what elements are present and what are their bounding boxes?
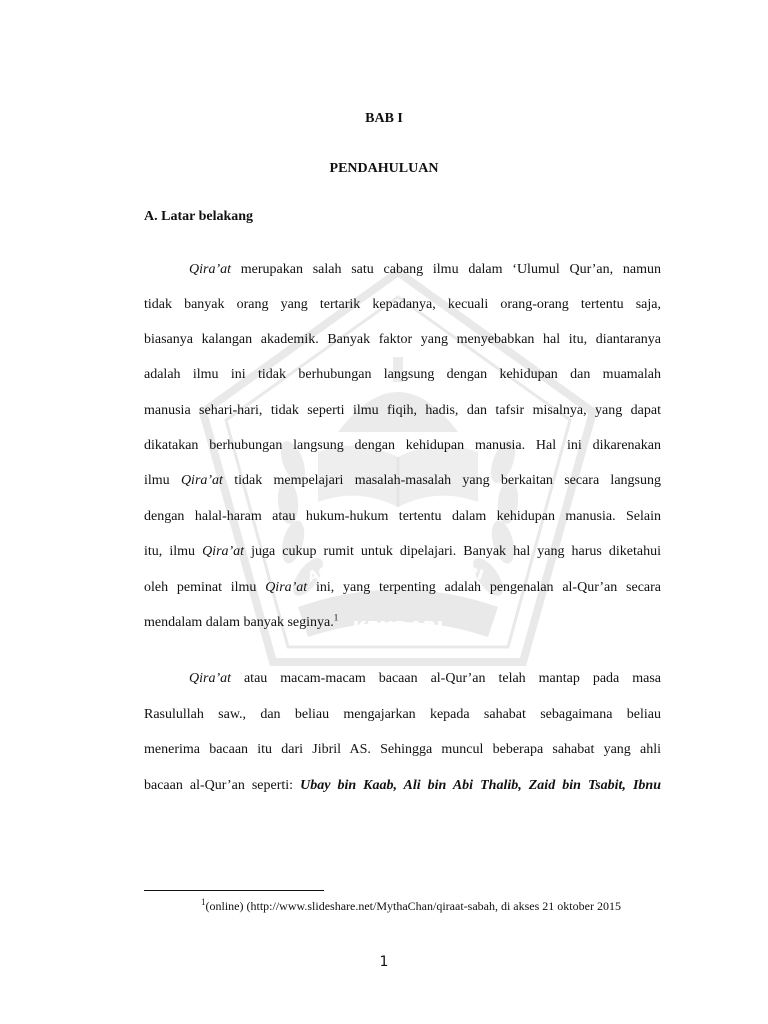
para1-line-2: tidak banyak orang yang tertarik kepadanya, kecuali orang-orang tertentu saja, <box>144 297 661 312</box>
footnote-divider <box>144 890 324 891</box>
para1-line-1: Qira’at merupakan salah satu cabang ilmu dalam ‘Ulumul Qur’an, namun <box>189 262 661 277</box>
para1-line-8: dengan halal-haram atau hukum-hukum tertentu dalam kehidupan manusia. Selain <box>144 509 661 524</box>
para1-line-10: oleh peminat ilmu Qira’at ini, yang terpenting adalah pengenalan al-Qur’an secara <box>144 580 661 595</box>
footnote-ref: 1 <box>333 612 339 623</box>
chapter-label: BAB I <box>365 111 403 126</box>
section-heading: A. Latar belakang <box>144 209 254 224</box>
para2-line-2: Rasulullah saw., dan beliau mengajarkan kepada sahabat sebagaimana beliau <box>144 707 661 722</box>
para1-line-6: dikatakan berhubungan langsung dengan kehidupan manusia. Hal ini dikarenakan <box>144 438 661 453</box>
para1-line-7: ilmu Qira’at tidak mempelajari masalah-masalah yang berkaitan secara langsung <box>144 473 661 488</box>
watermark-city: KENDARI <box>352 618 444 639</box>
para1-line-3: biasanya kalangan akademik. Banyak faktor yang menyebabkan hal itu, diantaranya <box>144 332 661 347</box>
para1-line-9: itu, ilmu Qira’at juga cukup rumit untuk dipelajari. Banyak hal yang harus diketahui <box>144 544 662 559</box>
para1-line-5: manusia sehari-hari, tidak seperti ilmu fiqih, hadis, dan tafsir misalnya, yang dapat <box>144 403 661 418</box>
watermark-ring-text: AGAMA ISLAM NEGERI <box>305 554 486 586</box>
page-number: 1 <box>379 954 389 970</box>
para2-line-1: Qira’at atau macam-macam bacaan al-Qur’an telah mantap pada masa <box>189 671 661 686</box>
para2-line-3: menerima bacaan itu dari Jibril AS. Sehingga muncul beberapa sahabat yang ahli <box>144 742 661 757</box>
para1-line-11: mendalam dalam banyak seginya.$^1$ <box>144 612 339 630</box>
footnote: $^1$(online) (http://www.slideshare.net/MythaChan/qiraat-sabah, di akses 21 oktober 2015 <box>201 897 621 913</box>
para1-line-4: adalah ilmu ini tidak berhubungan langsung dengan kehidupan dan muamalah <box>144 367 661 382</box>
para2-line-4: bacaan al-Qur’an seperti: Ubay bin Kaab, Ali bin Abi Thalib, Zaid bin Tsabit, Ibnu <box>144 778 661 793</box>
chapter-title: PENDAHULUAN <box>329 161 439 176</box>
